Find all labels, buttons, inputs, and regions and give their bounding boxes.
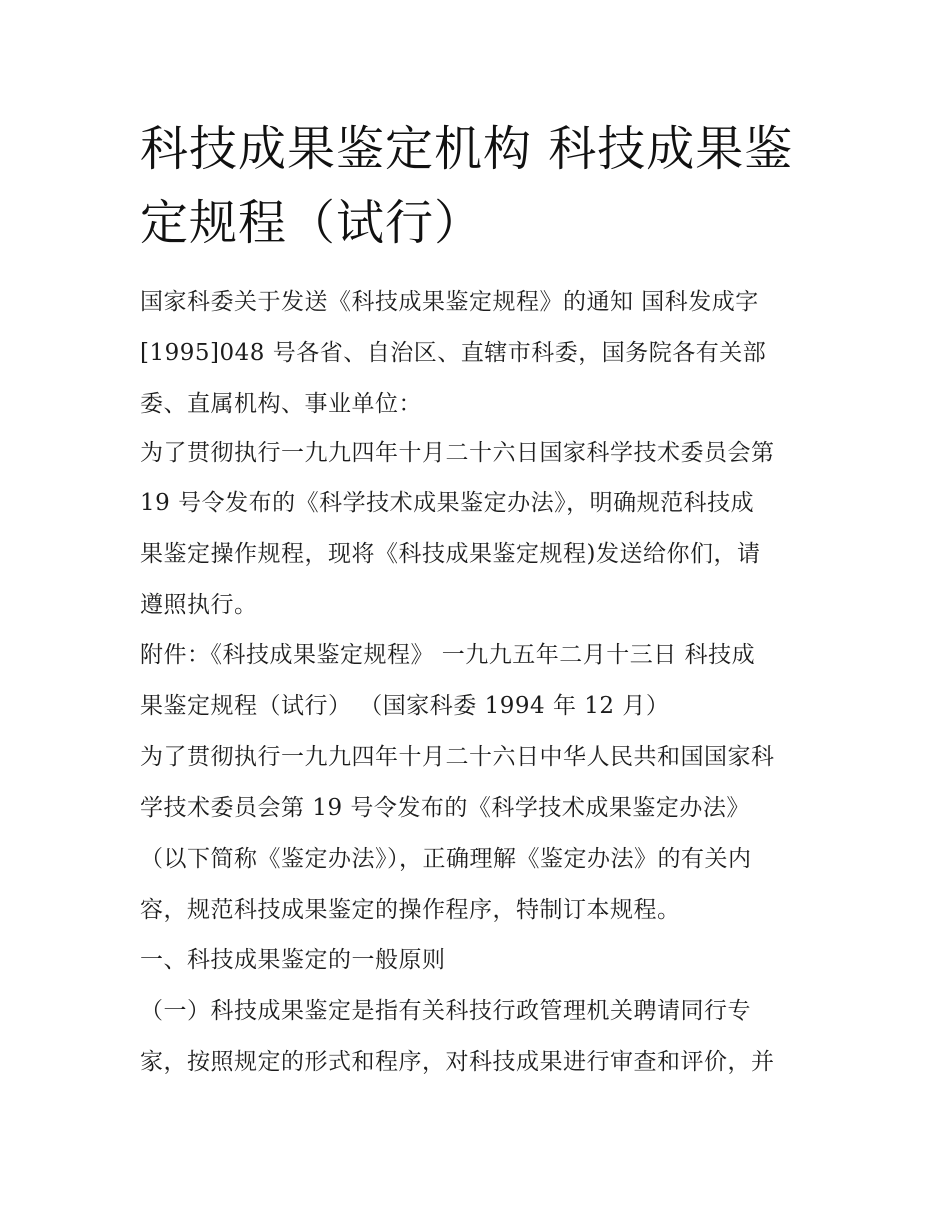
body-line: 附件：《科技成果鉴定规程》 一九九五年二月十三日 科技成 [140,642,756,668]
document-title: 科技成果鉴定机构 科技成果鉴定规程（试行） [140,121,794,251]
body-line: [1995]048 号各省、自治区、直辖市科委，国务院各有关部 [140,340,767,366]
section-heading: 一、科技成果鉴定的一般原则 [140,947,446,973]
body-line: 为了贯彻执行一九九四年十月二十六日中华人民共和国国家科 [140,744,775,770]
body-line: （以下简称《鉴定办法》），正确理解《鉴定办法》的有关内 [140,846,752,872]
body-line: 国家科委关于发送《科技成果鉴定规程》的通知 国科发成字 [140,289,759,315]
body-line: 家，按照规定的形式和程序，对科技成果进行审查和评价，并 [140,1049,775,1075]
body-line: 为了贯彻执行一九九四年十月二十六日国家科学技术委员会第 [140,440,775,466]
body-line: （一）科技成果鉴定是指有关科技行政管理机关聘请同行专 [140,998,751,1024]
body-line: 遵照执行。 [140,592,258,618]
body-line: 委、直属机构、事业单位： [140,391,422,417]
body-line: 果鉴定操作规程，现将《科技成果鉴定规程)发送给你们，请 [140,541,761,567]
body-line: 果鉴定规程（试行） （国家科委 1994 年 12 月） [140,693,670,719]
body-line: 容，规范科技成果鉴定的操作程序，特制订本规程。 [140,897,681,923]
body-line: 19 号令发布的《科学技术成果鉴定办法》，明确规范科技成 [140,490,755,516]
body-line: 学技术委员会第 19 号令发布的《科学技术成果鉴定办法》 [140,795,750,821]
